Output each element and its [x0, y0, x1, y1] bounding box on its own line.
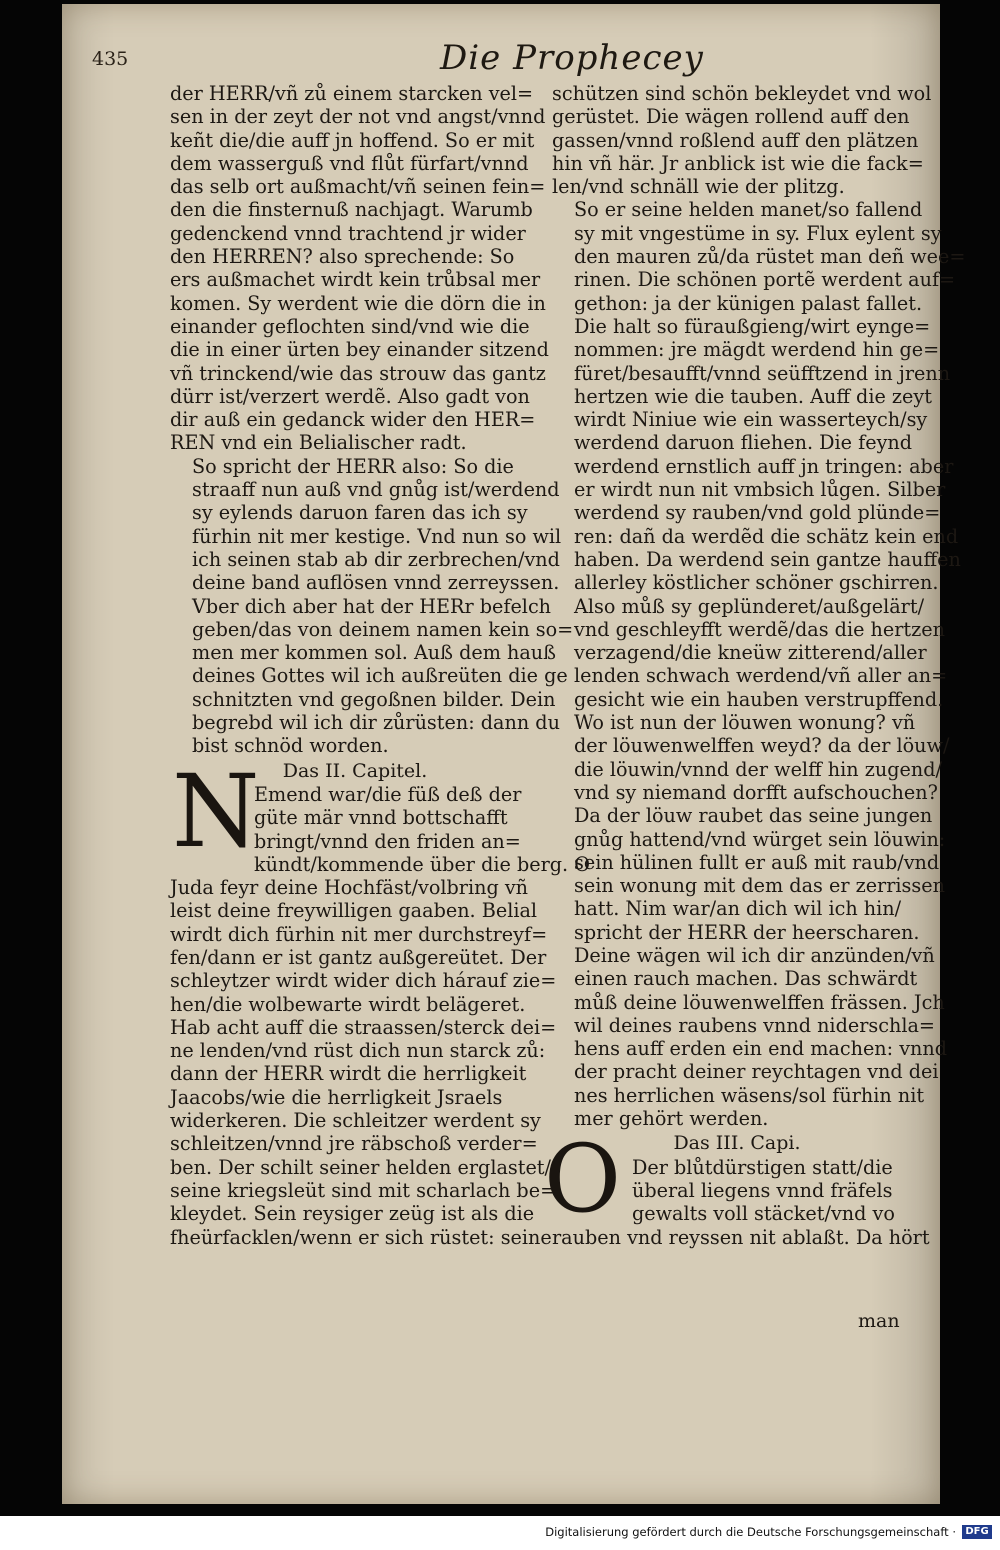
text-line: len/vnd schnäll wie der plitzg.: [552, 175, 845, 199]
text-line: bist schnöd worden.: [192, 734, 389, 758]
text-line: hin vñ här. Jr anblick ist wie die fack=: [552, 151, 924, 175]
catchword: man: [858, 1310, 900, 1332]
text-line: wirdt dich fürhin nit mer durchstreyf=: [170, 922, 548, 946]
text-line: ich seinen stab ab dir zerbrechen/vnd: [192, 547, 560, 571]
text-line: straaff nun auß vnd gnůg ist/werdend: [192, 478, 560, 502]
text-line: füret/besaufft/vnnd seüfftzend in jrenn: [574, 361, 951, 385]
right-text-block-3: [552, 711, 950, 1131]
text-line: hatt. Nim war/an dich wil ich hin/: [574, 897, 902, 921]
text-line: werdend sy rauben/vnd gold plünde=: [574, 501, 941, 525]
text-line: überal liegens vnnd fräfels: [632, 1178, 893, 1202]
text-line: geben/das von deinem namen kein so=: [192, 617, 574, 641]
text-line: gewalts voll stäcket/vnd vo: [632, 1202, 895, 1226]
text-line: gassen/vnnd roßlend auff den plätzen: [552, 128, 919, 152]
text-line: das selb ort außmacht/vñ seinen fein=: [170, 175, 546, 199]
text-line: So spricht der HERR also: So die: [192, 454, 514, 478]
text-line: gedenckend vnnd trachtend jr wider: [170, 221, 526, 245]
text-line: allerley köstlicher schöner gschirren.: [574, 571, 939, 595]
text-line: er wirdt nun nit vmbsich lůgen. Silber: [574, 478, 946, 502]
text-line: werdend ernstlich auff jn tringen: aber: [574, 454, 954, 478]
text-line: dir auß ein gedanck wider den HER=: [170, 408, 536, 432]
text-line: gethon: ja der künigen palast fallet.: [574, 291, 923, 315]
chapter-3-heading: Das III. Capi.: [673, 1132, 801, 1155]
text-line: deine band auflösen vnnd zerreyssen.: [192, 571, 560, 595]
text-line: Deine wägen wil ich dir anzünden/vñ: [574, 943, 935, 967]
text-line: haben. Da werdend sein gantze hauffen: [574, 547, 961, 571]
page-number: 435: [92, 48, 129, 70]
left-text-block-2: [170, 454, 574, 758]
chapter-2-heading: Das II. Capitel.: [282, 759, 428, 782]
text-line: můß deine löuwenwelffen frässen. Jch: [574, 990, 945, 1014]
text-line: dürr ist/verzert werdẽ. Also gadt von: [170, 384, 530, 408]
text-line: Juda feyr deine Hochfäst/volbring vñ: [170, 876, 529, 900]
drop-cap-initial-n: N: [172, 752, 260, 870]
text-line: gerüstet. Die wägen rollend auff den: [552, 105, 910, 129]
right-column: [544, 82, 966, 1249]
text-line: rinen. Die schönen portẽ werdent auf=: [574, 268, 956, 292]
text-line: sy mit vngestüme in sy. Flux eylent sy: [574, 221, 942, 245]
text-line: den HERREN? also sprechende: So: [170, 245, 515, 269]
text-line: sein hülinen fullt er auß mit raub/vnd: [574, 850, 940, 874]
text-line: vnd sy niemand dorfft aufschouchen?: [574, 780, 938, 804]
text-line: die löuwin/vnnd der welff hin zugend/: [574, 757, 942, 781]
text-line: deines Gottes wil ich außreüten die ge: [192, 664, 568, 688]
text-line: wil deines raubens vnnd niderschla=: [574, 1013, 935, 1037]
text-line: die in einer ürten bey einander sitzend: [170, 338, 549, 362]
text-line: Wo ist nun der löuwen wonung? vñ: [574, 711, 916, 735]
text-line: Emend war/die füß deß der: [254, 782, 522, 806]
text-line: sen in der zeyt der not vnd angst/vnnd: [170, 105, 546, 129]
text-line: rauben vnd reyssen nit ablaßt. Da hört: [552, 1225, 930, 1249]
text-line: begrebd wil ich dir zůrüsten: dann du: [192, 711, 560, 735]
digitization-footer: [0, 1516, 1000, 1550]
text-line: REN vnd ein Belialischer radt.: [170, 431, 467, 455]
text-line: verzagend/die kneüw zitterend/aller: [574, 641, 927, 665]
dfg-logo-icon: DFG: [962, 1525, 992, 1539]
text-line: vnd geschleyfft werdẽ/das die hertzen: [574, 617, 945, 641]
drop-cap-initial-o: O: [544, 1125, 622, 1235]
text-line: den mauren zů/da rüstet man deñ wee=: [574, 245, 966, 269]
text-line: vñ trinckend/wie das strouw das gantz: [170, 361, 546, 385]
text-line: Die halt so füraußgieng/wirt eynge=: [574, 314, 931, 338]
chapter-2-text: [170, 876, 557, 1249]
text-line: fheürfacklen/wenn er sich rüstet: seine: [170, 1225, 552, 1249]
text-line: leist deine freywilligen gaaben. Belial: [170, 899, 538, 923]
text-line: werdend daruon fliehen. Die feynd: [574, 431, 913, 455]
text-line: sy eylends daruon faren das ich sy: [192, 501, 528, 525]
text-line: gnůg hattend/vnd würget sein löuwin:: [574, 827, 946, 851]
text-line: seine kriegsleüt sind mit scharlach be=: [170, 1178, 557, 1202]
chapter-2: [170, 752, 590, 1249]
text-line: hen/die wolbewarte wirdt belägeret.: [170, 992, 526, 1016]
text-line: ben. Der schilt seiner helden erglastet/: [170, 1155, 551, 1179]
text-line: So er seine helden manet/so fallend: [574, 198, 923, 222]
text-line: wirdt Niniue wie ein wasserteych/sy: [574, 408, 928, 432]
text-line: sein wonung mit dem das er zerrissen: [574, 874, 945, 898]
text-line: Also můß sy geplünderet/außgelärt/: [574, 594, 925, 618]
text-line: fen/dann er ist gantz außgereütet. Der: [170, 945, 547, 969]
text-line: kündt/kommende über die berg. O: [254, 852, 590, 876]
text-line: den die finsternuß nachjagt. Warumb: [170, 198, 533, 222]
text-line: bringt/vnnd den friden an=: [254, 829, 521, 853]
text-line: Hab acht auff die straassen/sterck dei=: [170, 1015, 557, 1039]
text-line: nommen: jre mägdt werdend hin ge=: [574, 338, 940, 362]
text-line: kleydet. Sein reysiger zeüg ist als die: [170, 1202, 535, 1226]
text-line: dann der HERR wirdt die herrligkeit: [170, 1062, 527, 1086]
text-line: spricht der HERR der heerscharen.: [574, 920, 920, 944]
text-line: mer gehört werden.: [574, 1107, 769, 1131]
text-line: schleitzen/vnnd jre räbschoß verder=: [170, 1132, 538, 1156]
text-line: dem wasserguß vnd flůt fürfart/vnnd: [170, 151, 529, 175]
text-line: ers außmachet wirdt kein trůbsal mer: [170, 268, 541, 292]
text-line: der pracht deiner reychtagen vnd dei: [574, 1060, 939, 1084]
text-line: Der blůtdürstigen statt/die: [632, 1155, 893, 1179]
text-line: fürhin nit mer kestige. Vnd nun so wil: [192, 524, 562, 548]
right-text-block-1: [552, 82, 932, 199]
right-text-block-2: [552, 198, 966, 711]
text-line: schleytzer wirdt wider dich hárauf zie=: [170, 969, 557, 993]
text-line: einen rauch machen. Das schwärdt: [574, 967, 918, 991]
text-line: einander geflochten sind/vnd wie die: [170, 314, 530, 338]
text-line: lenden schwach werdend/vñ aller an=: [574, 664, 948, 688]
text-line: güte mär vnnd bottschafft: [254, 806, 508, 830]
text-line: keñt die/die auff jn hoffend. So er mit: [170, 128, 535, 152]
text-line: Jaacobs/wie die herrligkeit Jsraels: [170, 1085, 503, 1109]
text-line: schützen sind schön bekleydet vnd wol: [552, 82, 932, 105]
text-line: hens auff erden ein end machen: vnnd: [574, 1037, 948, 1061]
left-text-block-1: [170, 82, 549, 455]
text-line: komen. Sy werdent wie die dörn die in: [170, 291, 546, 315]
text-line: Vber dich aber hat der HERr befelch: [192, 594, 552, 618]
text-line: hertzen wie die tauben. Auff die zeyt: [574, 384, 932, 408]
text-line: gesicht wie ein hauben verstrupffend.: [574, 687, 944, 711]
text-line: men mer kommen sol. Auß dem hauß: [192, 641, 556, 665]
text-line: ne lenden/vnd rüst dich nun starck zů:: [170, 1039, 546, 1063]
text-line: schnitzten vnd gegoßnen bilder. Dein: [192, 687, 556, 711]
left-column: [170, 82, 590, 1249]
text-line: widerkeren. Die schleitzer werdent sy: [170, 1109, 541, 1133]
footer-credit: Digitalisierung gefördert durch die Deutsche Forschungsgemeinschaft ·: [545, 1525, 956, 1539]
text-line: der HERR/vñ zů einem starcken vel=: [170, 82, 534, 105]
chapter-3: [544, 1125, 930, 1249]
text-line: nes herrlichen wäsens/sol fürhin nit: [574, 1083, 925, 1107]
running-head: Die Prophecey: [440, 38, 704, 78]
text-line: ren: dañ da werdẽd die schätz kein end: [574, 524, 959, 548]
text-line: Da der löuw raubet das seine jungen: [574, 804, 933, 828]
text-line: der löuwenwelffen weyd? da der löuw/: [574, 734, 950, 758]
